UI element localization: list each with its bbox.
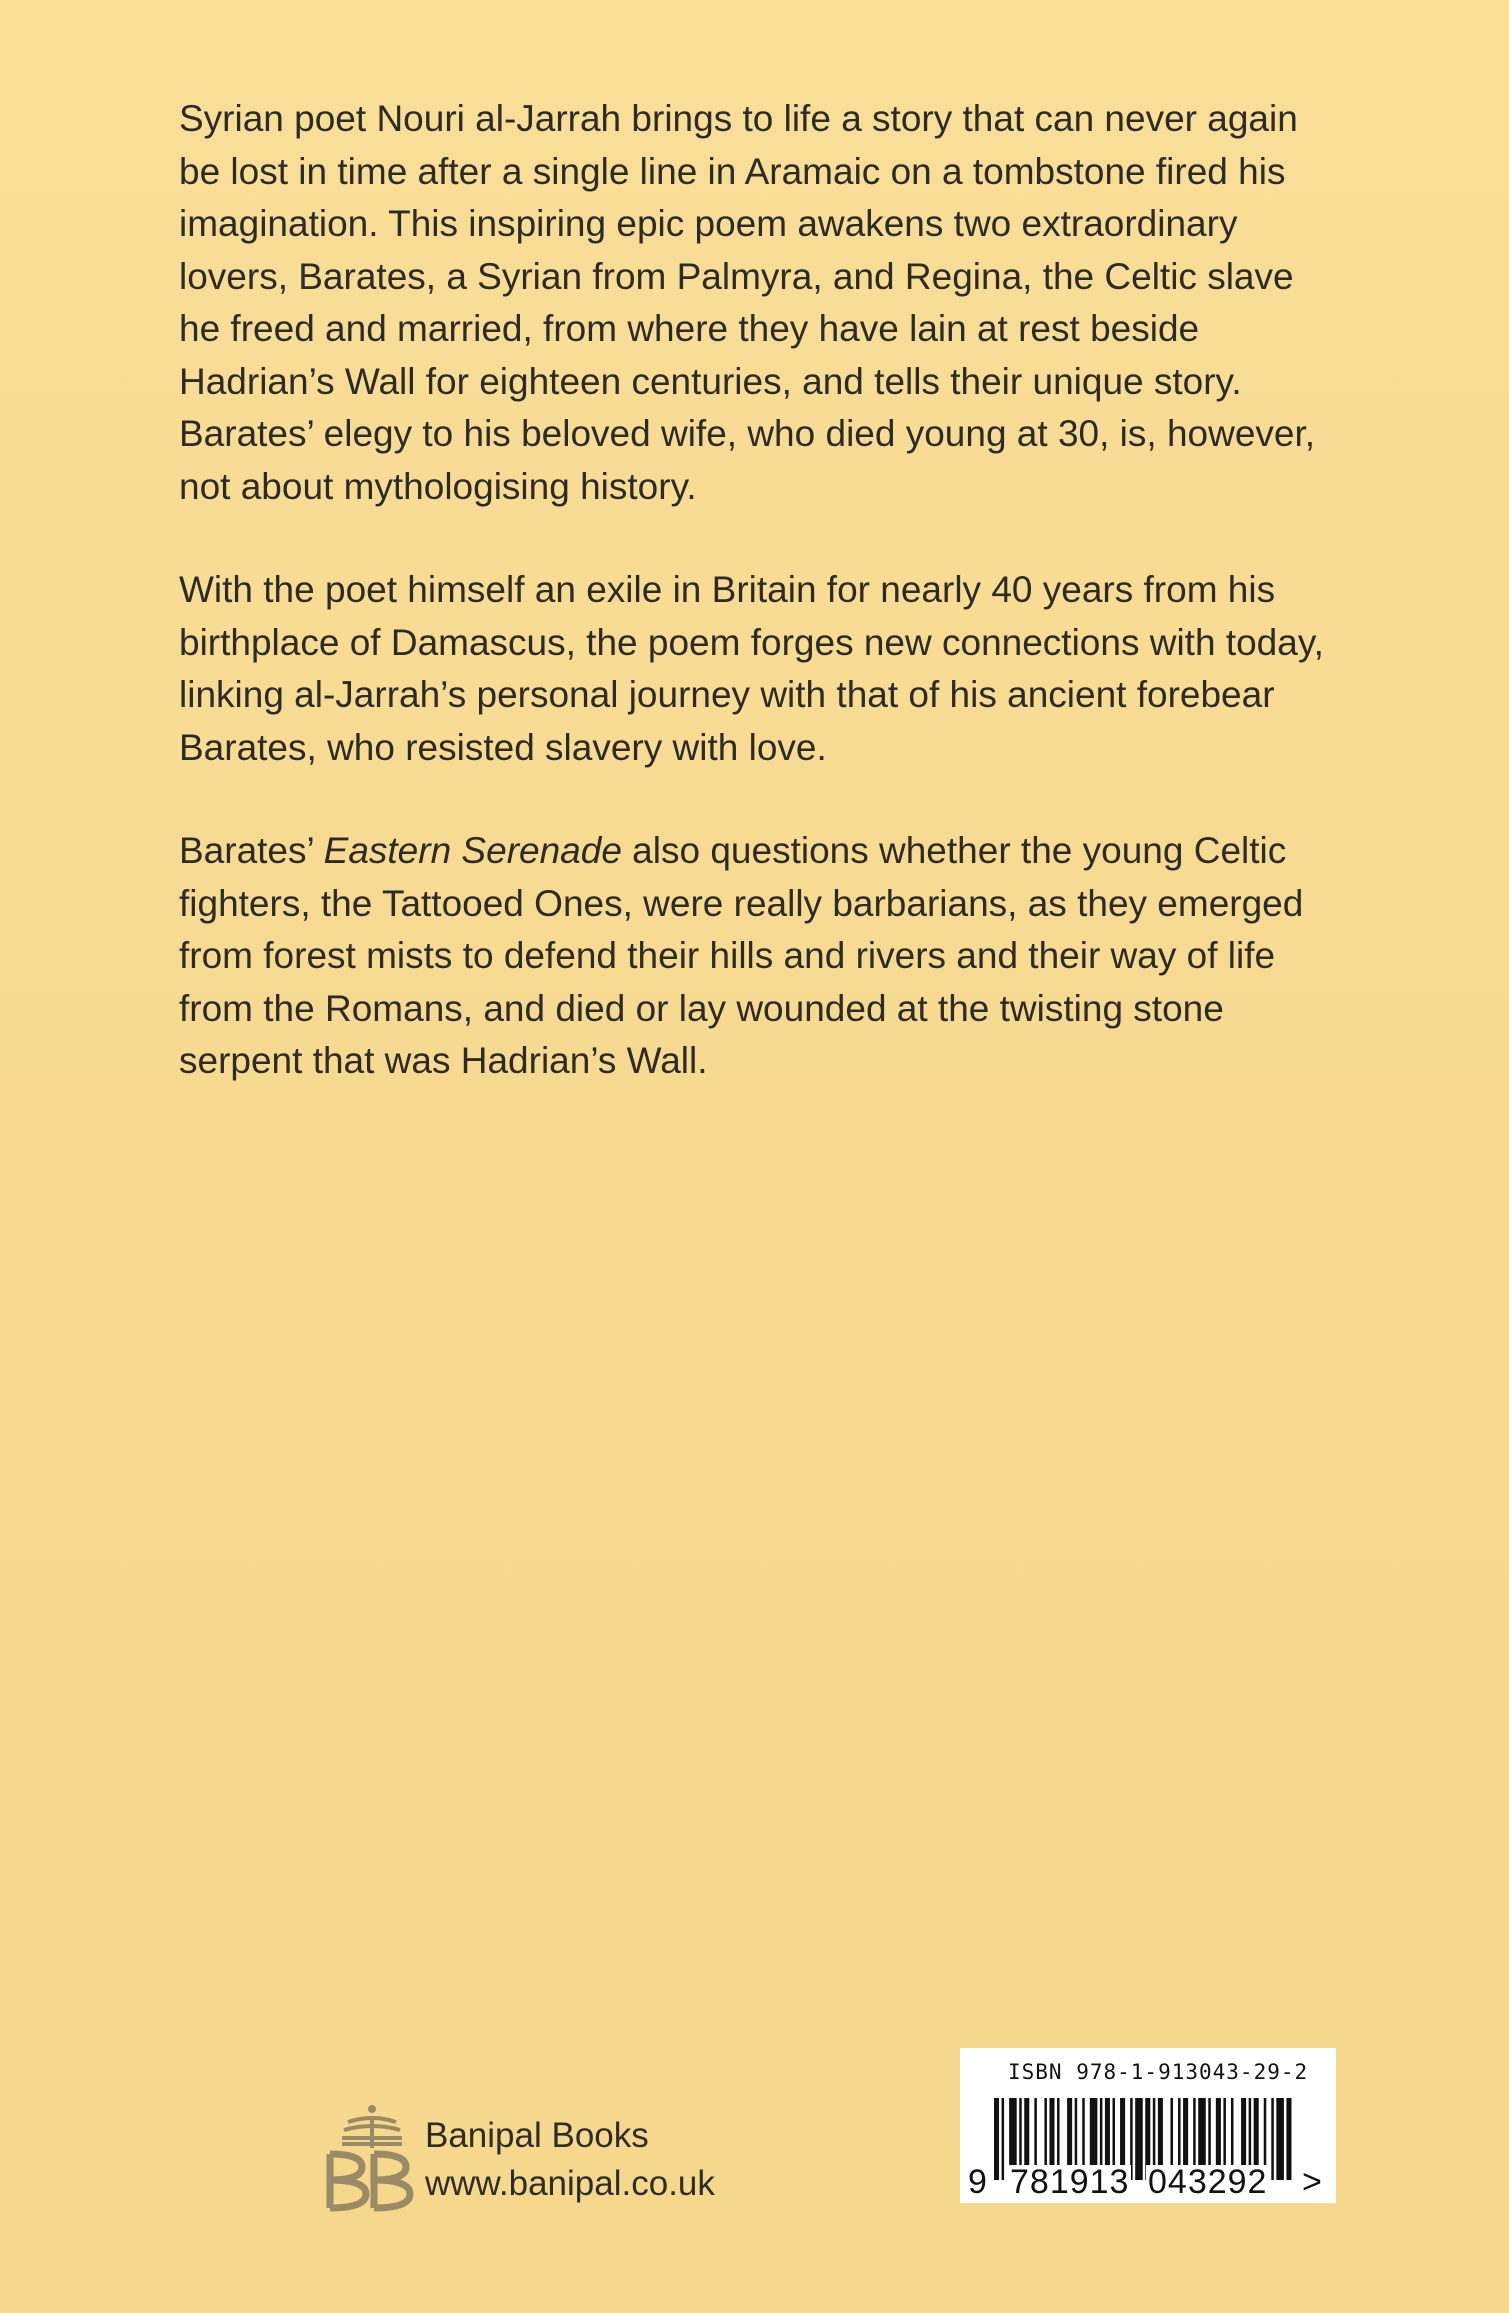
barcode-bar (994, 2098, 999, 2180)
barcode-digits-right: 043292 (1148, 2163, 1268, 2201)
blurb-paragraph-1: Syrian poet Nouri al-Jarrah brings to life a story that can never again be lost in time after a single line in Aramaic on a tombstone fired his imagination. This inspiring epic poem awakens two extraordinary lovers, Barates, a Syrian from Palmyra, and Regina, the Celtic slave he freed and married, from where they have lain at rest beside Hadrian’s Wall for eighteen centuries, and tells their unique story. Barates’ elegy to his beloved wife, who died young at 30, is, however, not about mythologising history. (179, 98, 1316, 507)
paragraph-3-rest: also questions whether the young Celtic fighters, the Tattooed Ones, were really barbarians, as they emerged from forest mists to defend their hills and rivers and their way of life from the Romans, and died or lay wounded at the twisting stone serpent that was Hadrian’s Wall. (179, 830, 1304, 1081)
isbn-barcode (960, 2048, 1336, 2203)
paragraph-3-lead: Barates’ (179, 830, 324, 871)
barcode-bar (1271, 2098, 1274, 2180)
barcode-bar (1135, 2098, 1143, 2180)
publisher-website: www.banipal.co.uk (425, 2164, 715, 2203)
barcode-arrow: > (1302, 2163, 1322, 2201)
blurb-text (179, 93, 1339, 1139)
barcode-digit-first: 9 (968, 2163, 987, 2201)
publisher-text (425, 2112, 715, 2208)
barcode-digits-left: 781913 (1010, 2163, 1130, 2201)
barcode-bar (1002, 2098, 1005, 2180)
book-title-italic: Eastern Serenade (323, 830, 622, 871)
blurb-paragraph-3 (179, 825, 1339, 1088)
blurb-paragraph-2: With the poet himself an exile in Britain for nearly 40 years from his birthplace of Damascus, the poem forges new connections with today, linking al-Jarrah’s personal journey with that of his ancient forebear Barates, who resisted slavery with love. (179, 569, 1324, 768)
banipal-bb-logo-icon (322, 2100, 422, 2212)
publisher-imprint (322, 2100, 762, 2220)
publisher-name: Banipal Books (425, 2116, 649, 2155)
barcode-bar (1286, 2098, 1291, 2180)
isbn-number: ISBN 978-1-913043-29-2 (1008, 2060, 1309, 2084)
barcode-bar (1276, 2098, 1284, 2180)
